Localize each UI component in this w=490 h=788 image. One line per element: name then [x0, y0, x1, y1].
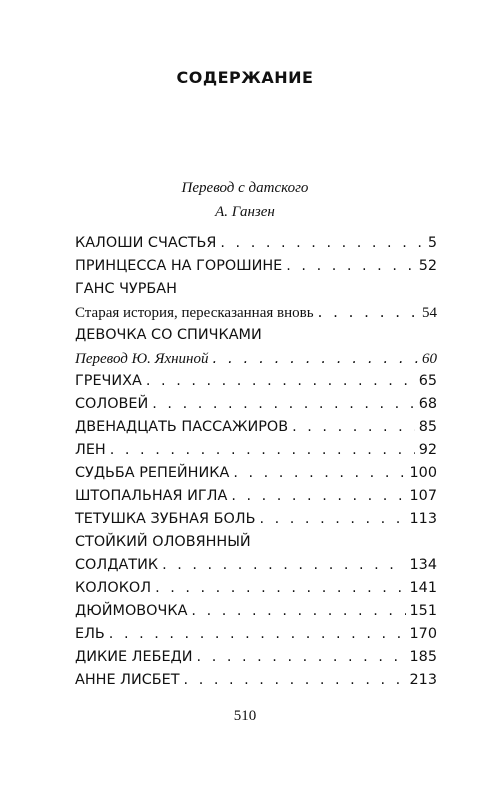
- toc-entry-title: ГРЕЧИХА: [75, 373, 142, 389]
- toc-entry-title: ТЕТУШКА ЗУБНАЯ БОЛЬ: [75, 511, 256, 527]
- toc-entry[interactable]: [75, 393, 437, 416]
- toc-entry-page: 65: [418, 373, 437, 389]
- dot-leader: [220, 232, 423, 255]
- translator-name: А. Ганзен: [215, 204, 275, 220]
- toc-entry-subline[interactable]: [75, 301, 437, 324]
- toc-entry[interactable]: [75, 232, 437, 255]
- toc-entry-page: 151: [409, 603, 437, 619]
- toc-entry[interactable]: [75, 324, 437, 347]
- toc-entry-title: ДЮЙМОВОЧКА: [75, 603, 188, 619]
- dot-leader: [231, 485, 405, 508]
- dot-leader: [197, 646, 406, 669]
- toc-entry-page: 185: [409, 649, 437, 665]
- toc-entry-subline[interactable]: [75, 554, 437, 577]
- toc-entry-title: ДВЕНАДЦАТЬ ПАССАЖИРОВ: [75, 419, 289, 435]
- toc-entry-title: ЛЕН: [75, 442, 106, 458]
- dot-leader: [110, 439, 415, 462]
- toc-entry[interactable]: [75, 646, 437, 669]
- toc-entry-title: КАЛОШИ СЧАСТЬЯ: [75, 235, 217, 251]
- toc-entry-page: 52: [418, 258, 437, 274]
- toc-entry-title: ДЕВОЧКА СО СПИЧКАМИ: [75, 327, 262, 343]
- dot-leader: [109, 623, 406, 646]
- toc-entry[interactable]: [75, 485, 437, 508]
- toc-entry[interactable]: [75, 416, 437, 439]
- toc-entry-page: 134: [409, 557, 437, 573]
- toc-entry[interactable]: [75, 669, 437, 692]
- dot-leader: [233, 462, 405, 485]
- toc-entry[interactable]: [75, 278, 437, 301]
- translation-note: Перевод с датского: [181, 180, 309, 196]
- toc-entry-page: 113: [409, 511, 437, 527]
- toc-entry[interactable]: [75, 623, 437, 646]
- toc-entry-page: 68: [418, 396, 437, 412]
- dot-leader: [292, 416, 415, 439]
- toc-entry[interactable]: [75, 370, 437, 393]
- toc-entry-title: ДИКИЕ ЛЕБЕДИ: [75, 649, 193, 665]
- page-title: СОДЕРЖАНИЕ: [176, 68, 314, 87]
- toc-entry-page: 213: [409, 672, 437, 688]
- toc-entry[interactable]: [75, 577, 437, 600]
- toc-entry-title: СУДЬБА РЕПЕЙНИКА: [75, 465, 230, 481]
- toc-entry[interactable]: [75, 600, 437, 623]
- toc-entry[interactable]: [75, 255, 437, 278]
- dot-leader: [318, 301, 418, 324]
- toc-entry-subline[interactable]: [75, 347, 437, 370]
- dot-leader: [146, 370, 415, 393]
- page-number: 510: [233, 708, 257, 724]
- toc-entry[interactable]: [75, 462, 437, 485]
- toc-entry-title: АННЕ ЛИСБЕТ: [75, 672, 180, 688]
- toc-entry[interactable]: [75, 439, 437, 462]
- toc-entry-title: СОЛДАТИК: [75, 557, 159, 573]
- toc-entry-page: 60: [422, 351, 437, 367]
- dot-leader: [259, 508, 405, 531]
- toc-entry-title: ПРИНЦЕССА НА ГОРОШИНЕ: [75, 258, 283, 274]
- toc-entry-page: 107: [409, 488, 437, 504]
- dot-leader: [152, 393, 414, 416]
- toc-entry-page: 85: [418, 419, 437, 435]
- toc-entry-title: ЕЛЬ: [75, 626, 105, 642]
- dot-leader: [184, 669, 406, 692]
- toc-entry-title: КОЛОКОЛ: [75, 580, 152, 596]
- toc-entry-page: 100: [409, 465, 437, 481]
- dot-leader: [286, 255, 414, 278]
- toc-entry[interactable]: [75, 508, 437, 531]
- toc-entry-page: 54: [422, 305, 437, 321]
- toc-entry-title: СТОЙКИЙ ОЛОВЯННЫЙ: [75, 534, 251, 550]
- toc-entry-subtitle: Старая история, пересказанная вновь: [75, 305, 314, 321]
- toc-entry-page: 5: [427, 235, 437, 251]
- toc-entry-page: 170: [409, 626, 437, 642]
- toc-entry-page: 92: [418, 442, 437, 458]
- toc-entry[interactable]: [75, 531, 437, 554]
- dot-leader: [162, 554, 405, 577]
- toc-entry-subtitle: Перевод Ю. Яхниной: [75, 351, 209, 367]
- dot-leader: [191, 600, 405, 623]
- toc-entry-title: СОЛОВЕЙ: [75, 396, 149, 412]
- toc-entry-title: ШТОПАЛЬНАЯ ИГЛА: [75, 488, 228, 504]
- dot-leader: [155, 577, 405, 600]
- table-of-contents: [75, 232, 437, 692]
- dot-leader: [212, 347, 418, 370]
- toc-entry-page: 141: [409, 580, 437, 596]
- toc-entry-title: ГАНС ЧУРБАН: [75, 281, 177, 297]
